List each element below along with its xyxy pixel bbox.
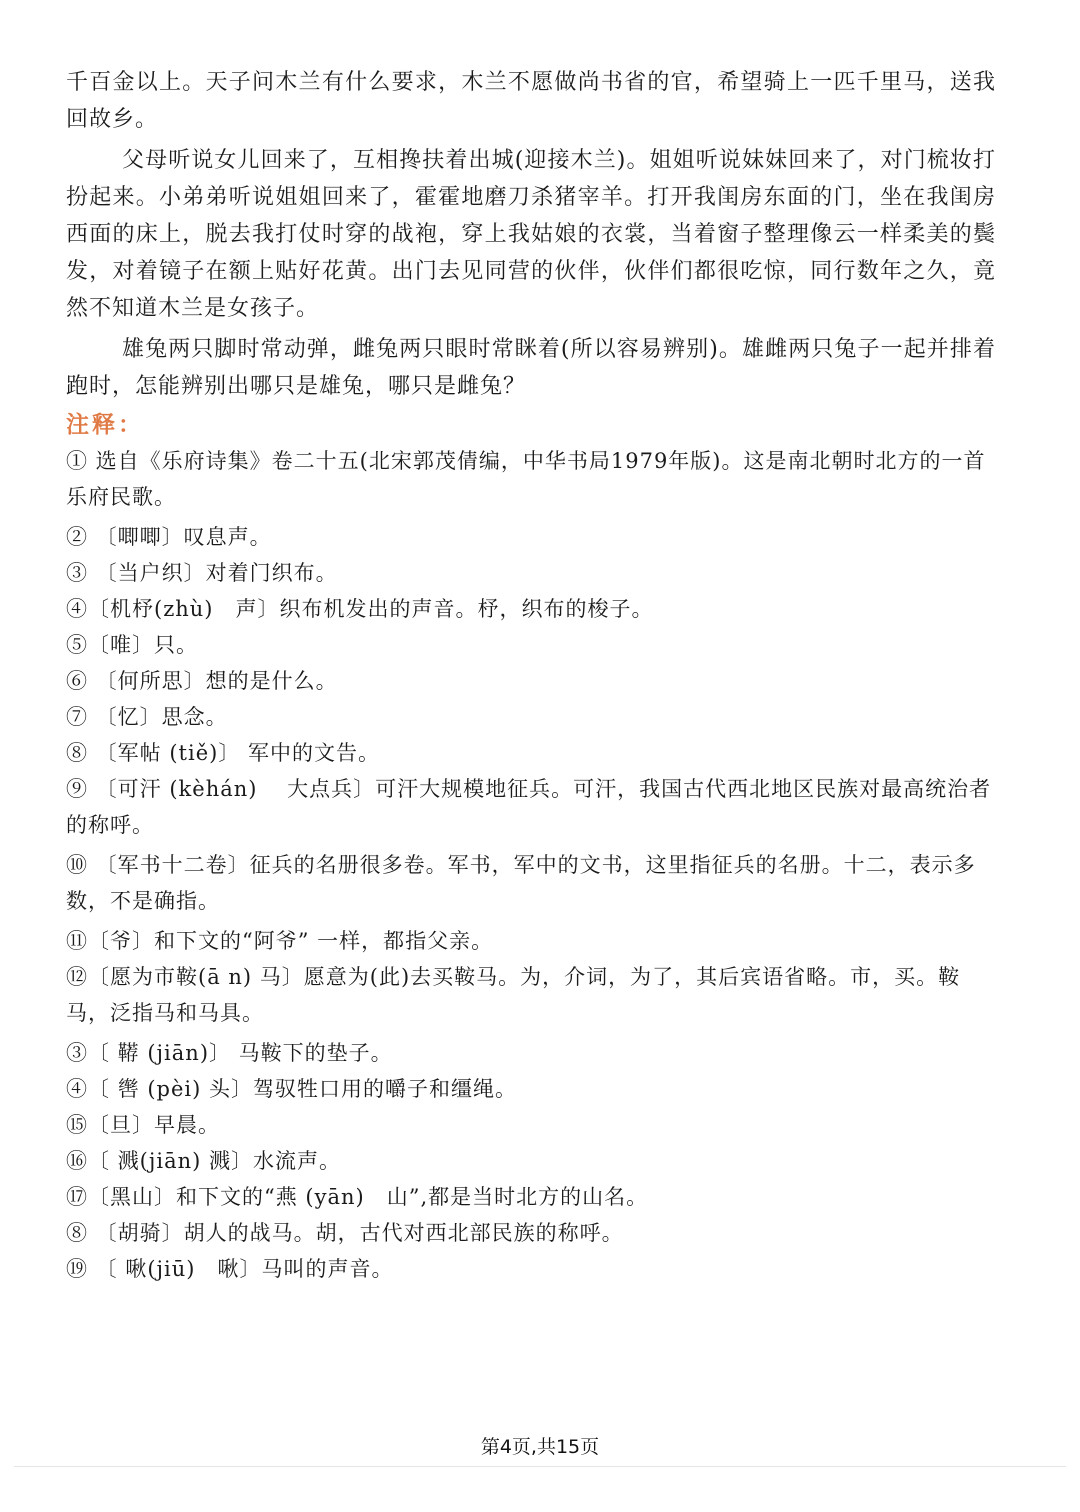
note-item-12: ⑫〔愿为市鞍(ā n) 马〕愿意为(此)去买鞍马。为，介词，为了，其后宾语省略。市，买。鞍马，泛指马和马具。: [66, 965, 961, 1025]
note-item-10: ⑩ 〔军书十二卷〕征兵的名册很多卷。军书，军中的文书，这里指征兵的名册。十二，表示多数，不是确指。: [66, 853, 976, 913]
translation-body: [66, 64, 996, 405]
note-item-7: ⑦ 〔忆〕思念。: [66, 705, 228, 729]
note-item-14: ④〔 辔 (pèi) 头〕驾驭牲口用的嚼子和缰绳。: [66, 1077, 517, 1101]
body-paragraph-2: 父母听说女儿回来了，互相搀扶着出城(迎接木兰)。姐姐听说妹妹回来了，对门梳妆打扮起来。小弟弟听说姐姐回来了，霍霍地磨刀杀猪宰羊。打开我闺房东面的门，坐在我闺房西面的床上，脱去我打仗时穿的战袍，穿上我姑娘的衣裳，当着窗子整理像云一样柔美的鬓发，对着镜子在额上贴好花黄。出门去见同营的伙伴，伙伴们都很吃惊，同行数年之久，竟然不知道木兰是女孩子。: [66, 148, 996, 321]
document-page: [66, 64, 996, 1287]
note-item-11: ⑪〔爷〕和下文的“阿爷” 一样，都指父亲。: [66, 929, 494, 953]
body-paragraph-1: 千百金以上。天子问木兰有什么要求，木兰不愿做尚书省的官，希望骑上一匹千里马，送我回故乡。: [66, 70, 996, 132]
note-item-4: ④〔机杼(zhù) 声〕织布机发出的声音。杼，织布的梭子。: [66, 597, 654, 621]
note-item-2: ② 〔唧唧〕叹息声。: [66, 525, 272, 549]
notes-heading: 注释：: [66, 411, 144, 438]
note-item-15: ⑮〔旦〕早晨。: [66, 1113, 220, 1137]
note-item-18: ⑧ 〔胡骑〕胡人的战马。胡，古代对西北部民族的称呼。: [66, 1221, 624, 1245]
note-item-6: ⑥ 〔何所思〕想的是什么。: [66, 669, 338, 693]
note-item-13: ③〔 鞯 (jiān)〕 马鞍下的垫子。: [66, 1041, 393, 1065]
note-item-1: ① 选自《乐府诗集》卷二十五(北宋郭茂倩编，中华书局1979年版)。这是南北朝时北方的一首乐府民歌。: [66, 449, 986, 509]
note-item-5: ⑤〔唯〕只。: [66, 633, 198, 657]
note-item-8: ⑧ 〔军帖 (tiě)〕 军中的文告。: [66, 741, 380, 765]
page-indicator: 第4页,共15页: [480, 1436, 600, 1458]
note-item-9: ⑨ 〔可汗 (kèhán) 大点兵〕可汗大规模地征兵。可汗，我国古代西北地区民族对最高统治者的称呼。: [66, 777, 992, 837]
note-item-3: ③ 〔当户织〕对着门织布。: [66, 561, 338, 585]
footer-divider: [14, 1466, 1066, 1467]
note-item-16: ⑯〔 溅(jiān) 溅〕水流声。: [66, 1149, 342, 1173]
body-paragraph-3: 雄兔两只脚时常动弹，雌兔两只眼时常眯着(所以容易辨别)。雄雌两只兔子一起并排着跑时，怎能辨别出哪只是雄兔，哪只是雌兔？: [66, 337, 996, 399]
note-item-19: ⑲ 〔 啾(jiū) 啾〕马叫的声音。: [66, 1257, 394, 1281]
note-item-17: ⑰〔黑山〕和下文的“燕 (yān) 山”,都是当时北方的山名。: [66, 1185, 649, 1209]
notes-list: [66, 443, 996, 1287]
